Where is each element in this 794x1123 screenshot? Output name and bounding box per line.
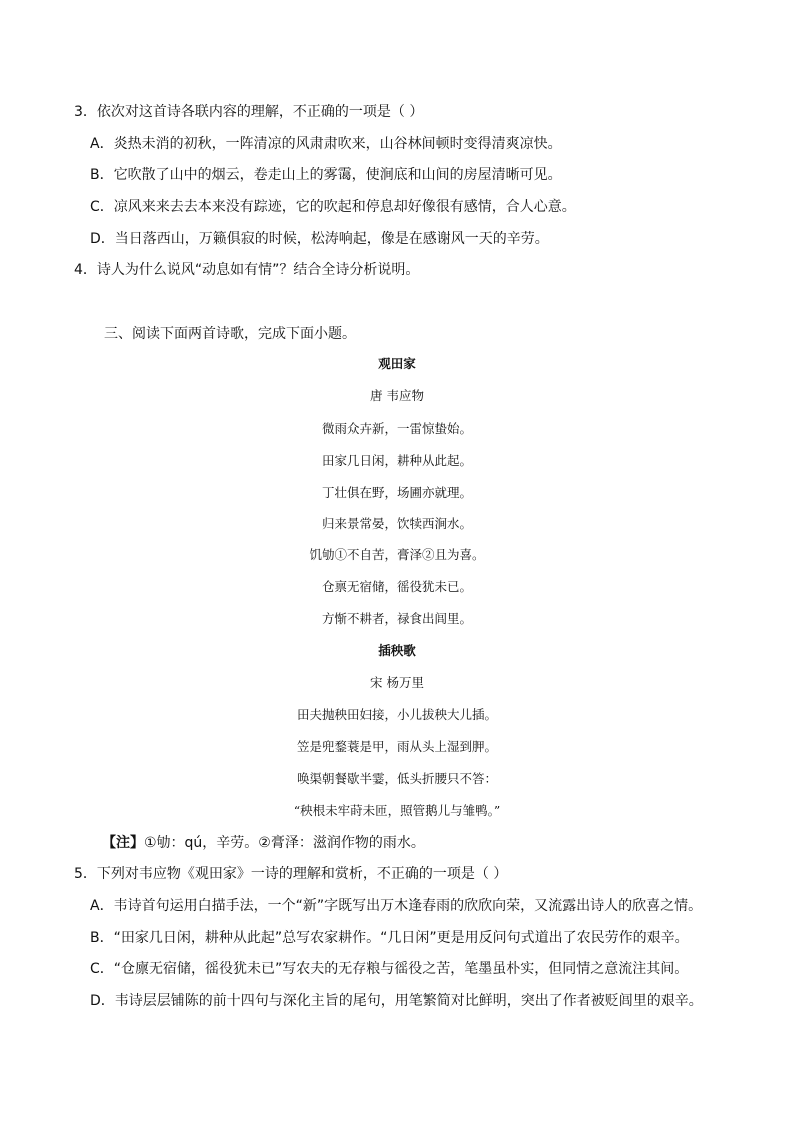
poem-2-line: “秧根未牢莳未匝，照管鹅儿与雏鸭。” bbox=[293, 803, 501, 818]
poem-1-author: 唐 韦应物 bbox=[370, 388, 424, 403]
poem-1-title: 观田家 bbox=[378, 356, 416, 371]
question-4-stem: 4．诗人为什么说风“动息如有情”？结合全诗分析说明。 bbox=[74, 262, 420, 278]
question-3-option-b: B．它吹散了山中的烟云，卷走山上的雾霭，使涧底和山间的房屋清晰可见。 bbox=[90, 167, 562, 183]
question-3-stem: 3．依次对这首诗各联内容的理解，不正确的一项是（ ） bbox=[74, 104, 424, 120]
poem-1-line: 饥劬①不自苦，膏泽②且为喜。 bbox=[309, 547, 485, 562]
poem-2-line: 田夫抛秧田妇接，小儿拔秧大儿插。 bbox=[296, 707, 497, 722]
poem-2-line: 笠是兜鍪蓑是甲，雨从头上湿到胛。 bbox=[296, 739, 497, 754]
section-3-heading: 三、阅读下面两首诗歌，完成下面小题。 bbox=[104, 326, 356, 342]
note-text: ①劬：qú，辛劳。②膏泽：滋润作物的雨水。 bbox=[144, 835, 425, 851]
poem-1-line: 微雨众卉新，一雷惊蛰始。 bbox=[321, 421, 472, 436]
question-5-stem: 5．下列对韦应物《观田家》一诗的理解和赏析，不正确的一项是（ ） bbox=[74, 866, 508, 882]
poem-1-line: 丁壮俱在野，场圃亦就理。 bbox=[321, 485, 472, 500]
poem-1-line: 方惭不耕者，禄食出闾里。 bbox=[321, 611, 472, 626]
question-5-option-a: A．韦诗首句运用白描手法，一个“新”字既写出万木逢春雨的欣欣向荣，又流露出诗人的欣喜之情。 bbox=[90, 898, 703, 914]
question-5-option-c: C．“仓廪无宿储，徭役犹未已”写农夫的无存粮与徭役之苦，笔墨虽朴实，但同情之意流注其间。 bbox=[90, 961, 689, 977]
poem-2-line: 唤渠朝餐歇半霎，低头折腰只不答： bbox=[296, 771, 497, 786]
poem-note bbox=[102, 833, 425, 853]
note-tag: 【注】 bbox=[102, 835, 144, 851]
poem-1-line: 仓禀无宿储，徭役犹未已。 bbox=[321, 579, 472, 594]
poem-1-line: 归来景常晏，饮犊西涧水。 bbox=[321, 516, 472, 531]
poem-2-title: 插秧歌 bbox=[378, 643, 416, 658]
poem-2-author: 宋 杨万里 bbox=[370, 675, 424, 690]
question-5-option-d: D．韦诗层层铺陈的前十四句与深化主旨的尾句，用笔繁简对比鲜明，突出了作者被贬闾里的艰辛。 bbox=[90, 993, 703, 1009]
question-5-option-b: B．“田家几日闲，耕种从此起”总写农家耕作。“几日闲”更是用反问句式道出了农民劳作的艰辛。 bbox=[90, 930, 689, 946]
question-3-option-c: C．凉风来来去去本来没有踪迹，它的吹起和停息却好像很有感情，合人心意。 bbox=[90, 199, 576, 215]
question-3-option-d: D．当日落西山，万籁俱寂的时候，松涛响起，像是在感谢风一天的辛劳。 bbox=[90, 231, 549, 247]
question-3-option-a: A．炎热未消的初秋，一阵清凉的风肃肃吹来，山谷林间顿时变得清爽凉快。 bbox=[90, 136, 562, 152]
poem-1-line: 田家几日闲，耕种从此起。 bbox=[321, 453, 472, 468]
